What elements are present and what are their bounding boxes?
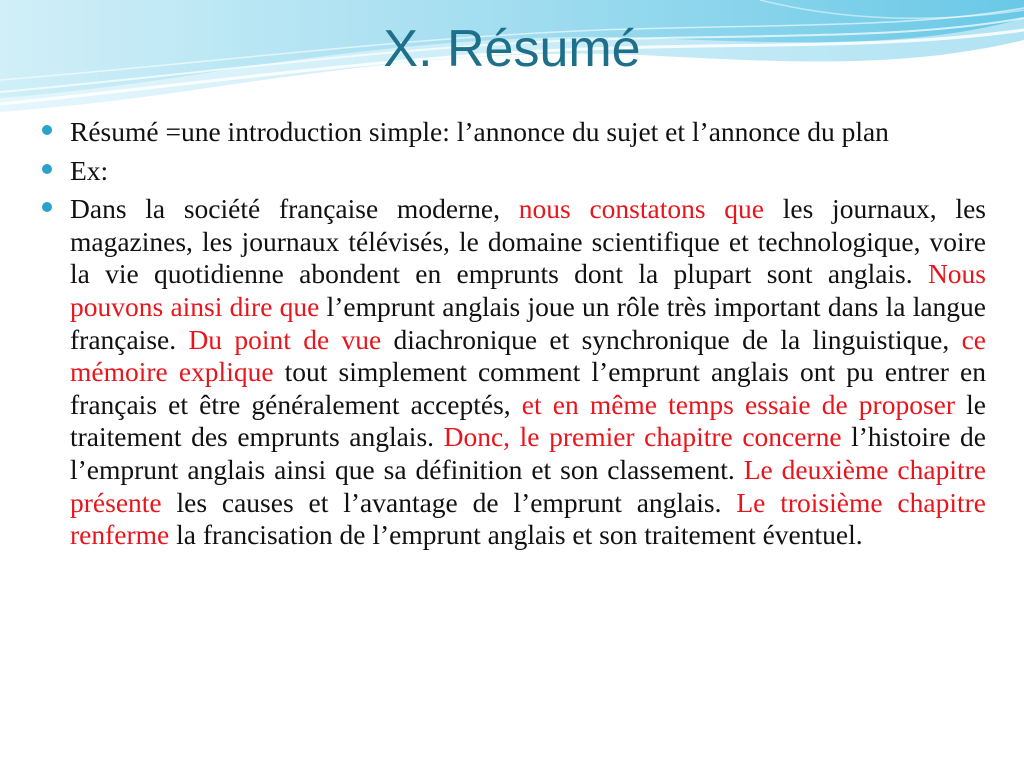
text-segment: l’histoire de l’emprunt anglais ainsi que sa définition et son classement. bbox=[70, 421, 986, 485]
highlighted-phrase: et en même temps essaie de proposer bbox=[521, 388, 956, 420]
text-segment: la francisation de l’emprunt anglais et son traitement éventuel. bbox=[169, 519, 863, 551]
text-segment: les journaux, les magazines, les journaux télévisés, le domaine scientifique et technologique, voire la vie quotidienne abondent en emprunts dont la plupart sont anglais. bbox=[70, 193, 986, 290]
example-paragraph bbox=[70, 193, 986, 552]
bullet-text bbox=[70, 155, 986, 188]
slide-title: X. Résumé bbox=[383, 20, 641, 78]
bullet-item-definition bbox=[42, 116, 986, 149]
text-segment: les causes et l’avantage de l’emprunt anglais. bbox=[161, 486, 737, 518]
bullet-dot-icon bbox=[42, 202, 52, 212]
highlighted-phrase: Du point de vue bbox=[188, 323, 382, 355]
highlighted-phrase: Le deuxième chapitre présente bbox=[70, 453, 986, 518]
slide-body bbox=[42, 116, 986, 558]
text-segment: Dans la société française moderne, bbox=[70, 193, 519, 225]
text-segment: le traitement des emprunts anglais. bbox=[70, 388, 986, 453]
text-segment: Ex: bbox=[70, 154, 109, 186]
bullet-dot-icon bbox=[42, 164, 52, 174]
bullet-item-example-paragraph bbox=[42, 193, 986, 552]
bullet-item-example-label bbox=[42, 155, 986, 188]
text-segment: l’emprunt anglais joue un rôle très important dans la langue française. bbox=[70, 290, 986, 355]
text-segment: tout simplement comment l’emprunt anglais ont pu entrer en français et être généralement acceptés, bbox=[70, 356, 986, 420]
highlighted-phrase: Donc, le premier chapitre concerne bbox=[443, 421, 842, 453]
highlighted-phrase: Le troisième chapitre renferme bbox=[70, 486, 986, 551]
bullet-dot-icon bbox=[42, 125, 52, 135]
bullet-text bbox=[70, 116, 986, 149]
text-segment: Résumé =une introduction simple: l’annonce du sujet et l’annonce du plan bbox=[70, 116, 889, 147]
highlighted-phrase: Nous pouvons ainsi dire que bbox=[70, 258, 986, 322]
text-segment: diachronique et synchronique de la linguistique, bbox=[381, 323, 962, 355]
highlighted-phrase: nous constatons que bbox=[518, 193, 765, 225]
highlighted-phrase: ce mémoire explique bbox=[70, 323, 986, 388]
